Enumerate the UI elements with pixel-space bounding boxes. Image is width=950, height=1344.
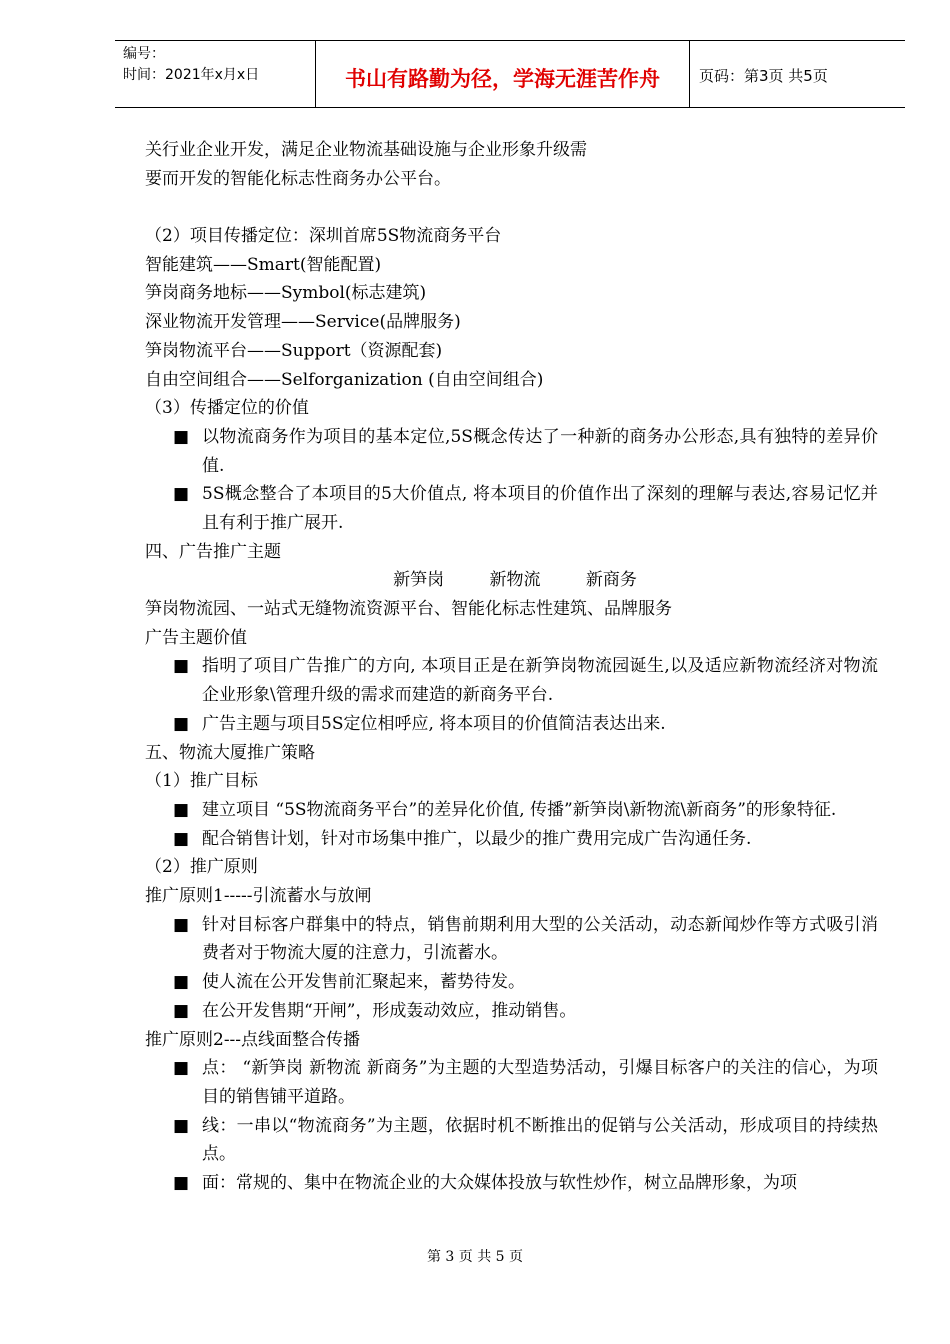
- bullet-square-icon: ■: [173, 914, 190, 935]
- bullet-item: [145, 1169, 885, 1198]
- bullet-item: [145, 1054, 885, 1111]
- list-item: 智能建筑——Smart(智能配置): [145, 254, 382, 275]
- bullet-text: 使人流在公开发售前汇聚起来，蓄势待发。: [202, 972, 525, 993]
- bullet-item: [145, 796, 885, 825]
- bullet-square-icon: ■: [173, 656, 190, 677]
- bullet-item: [145, 968, 885, 997]
- section-heading: 五、物流大厦推广策略: [145, 742, 315, 763]
- bullet-square-icon: ■: [173, 484, 190, 505]
- bullet-text: 线：一串以“物流商务”为主题，依据时机不断推出的促销与公关活动，形成项目的持续热点。: [202, 1115, 878, 1165]
- bullet-square-icon: ■: [173, 1058, 190, 1079]
- bullet-text: 建立项目 “5S物流商务平台”的差异化价值, 传播”新笋岗\新物流\新商务”的形象特征.: [202, 799, 837, 820]
- section-heading: （3）传播定位的价值: [145, 398, 309, 419]
- paragraph-line: 笋岗物流园、一站式无缝物流资源平台、智能化标志性建筑、品牌服务: [145, 599, 672, 620]
- section-heading: （1）推广目标: [145, 771, 258, 792]
- document-body: [145, 136, 885, 1198]
- theme-word: 新笋岗: [393, 570, 445, 591]
- theme-word: 新物流: [489, 570, 541, 591]
- list-item: 笋岗物流平台——Support（资源配套): [145, 340, 443, 361]
- bullet-square-icon: ■: [173, 828, 190, 849]
- bullet-square-icon: ■: [173, 799, 190, 820]
- header-divider: [689, 41, 690, 107]
- bullet-item: [145, 825, 885, 854]
- bullet-text: 5S概念整合了本项目的5大价值点, 将本项目的价值作出了深刻的理解与表达,容易记忆并且有利于推广展开.: [202, 484, 878, 533]
- bullet-item: [145, 652, 885, 709]
- bullet-text: 点： “新笋岗 新物流 新商务”为主题的大型造势活动，引爆目标客户的关注的信心，为项目的销售铺平道路。: [202, 1058, 878, 1107]
- list-item: 自由空间组合——Selforganization (自由空间组合): [145, 369, 544, 390]
- bullet-text: 广告主题与项目5S定位相呼应, 将本项目的价值简洁表达出来.: [202, 713, 666, 734]
- bullet-item: [145, 997, 885, 1026]
- theme-words: [145, 566, 885, 595]
- bullet-text: 配合销售计划，针对市场集中推广，以最少的推广费用完成广告沟通任务.: [202, 828, 752, 849]
- bullet-item: [145, 480, 885, 537]
- bullet-text: 以物流商务作为项目的基本定位,5S概念传达了一种新的商务办公形态,具有独特的差异价值.: [202, 426, 878, 476]
- section-heading: 四、广告推广主题: [145, 541, 281, 562]
- bullet-text: 针对目标客户群集中的特点，销售前期利用大型的公关活动，动态新闻炒作等方式吸引消费者对于物流大厦的注意力，引流蓄水。: [202, 914, 878, 964]
- bullet-text: 面：常规的、集中在物流企业的大众媒体投放与软性炒作，树立品牌形象，为项: [202, 1173, 797, 1194]
- bullet-square-icon: ■: [173, 713, 190, 734]
- page-footer: 第 3 页 共 5 页: [426, 1249, 524, 1265]
- bullet-item: [145, 911, 885, 968]
- section-heading: 广告主题价值: [145, 627, 247, 648]
- bullet-square-icon: ■: [173, 1173, 190, 1194]
- section-heading: （2）项目传播定位：深圳首席5S物流商务平台: [145, 226, 502, 247]
- header-page-number: 页码：第3页 共5页: [699, 67, 828, 85]
- blank-line: [145, 193, 885, 222]
- list-item: 笋岗商务地标——Symbol(标志建筑): [145, 283, 427, 304]
- bullet-text: 在公开发售期“开闸”，形成轰动效应，推动销售。: [202, 1000, 577, 1021]
- bullet-item: [145, 710, 885, 739]
- bullet-text: 指明了项目广告推广的方向, 本项目正是在新笋岗物流园诞生,以及适应新物流经济对物流企业形象\管理升级的需求而建造的新商务平台.: [202, 656, 878, 706]
- header-motto: 书山有路勤为径，学海无涯苦作舟: [345, 67, 660, 91]
- page-header: [115, 40, 905, 108]
- bullet-square-icon: ■: [173, 1000, 190, 1021]
- bullet-square-icon: ■: [173, 972, 190, 993]
- bullet-item: [145, 1112, 885, 1169]
- paragraph-line: 要而开发的智能化标志性商务办公平台。: [145, 168, 451, 189]
- bullet-square-icon: ■: [173, 1115, 190, 1136]
- header-number: 编号：: [123, 46, 165, 62]
- list-item: 深业物流开发管理——Service(品牌服务): [145, 312, 461, 333]
- bullet-item: [145, 423, 885, 480]
- bullet-square-icon: ■: [173, 426, 190, 447]
- header-meta: [123, 44, 259, 86]
- section-heading: 推广原则2---点线面整合传播: [145, 1029, 361, 1050]
- section-heading: （2）推广原则: [145, 857, 258, 878]
- theme-word: 新商务: [585, 570, 637, 591]
- paragraph-line: 关行业企业开发，满足企业物流基础设施与企业形象升级需: [145, 140, 587, 160]
- header-time: 时间：2021年x月x日: [123, 67, 260, 83]
- section-heading: 推广原则1-----引流蓄水与放闸: [145, 886, 372, 907]
